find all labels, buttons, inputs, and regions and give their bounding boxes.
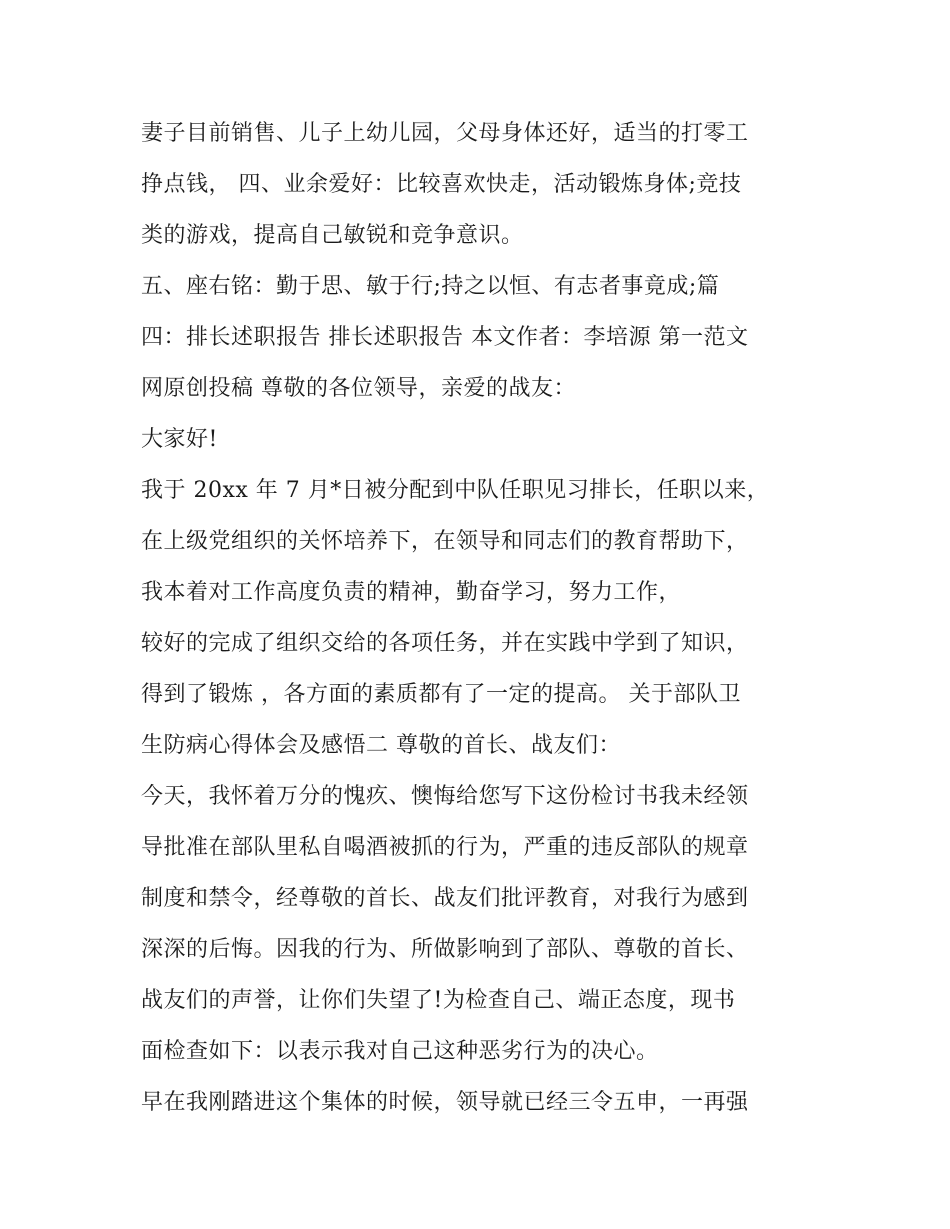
text-line-18: 战友们的声誉，让你们失望了!为检查自己、端正态度，现书 [141,988,736,1013]
text-line-20: 早在我刚踏进这个集体的时候，领导就已经三令五申，一再强 [141,1090,749,1115]
document-body [141,108,831,1128]
text-line-5: 四：排长述职报告 排长述职报告 本文作者：李培源 第一范文 [141,325,749,350]
text-line-16: 制度和禁令，经尊敬的首长、战友们批评教育，对我行为感到 [141,886,749,911]
text-line-14: 今天，我怀着万分的愧疚、懊悔给您写下这份检讨书我未经领 [141,784,749,809]
text-line-12: 得到了锻炼 ，各方面的素质都有了一定的提高。 关于部队卫 [141,682,741,707]
text-line-17: 深深的后悔。因我的行为、所做影响到了部队、尊敬的首长、 [141,937,749,962]
text-line-7: 大家好! [141,427,218,452]
text-line-3: 类的游戏，提高自己敏锐和竞争意识。 [141,223,524,248]
text-line-6: 网原创投稿 尊敬的各位领导，亲爱的战友： [141,376,576,401]
text-line-9: 在上级党组织的关怀培养下，在领导和同志们的教育帮助下， [141,529,749,554]
text-line-11: 较好的完成了组织交给的各项任务，并在实践中学到了知识， [141,631,749,656]
text-line-2: 挣点钱， 四、业余爱好：比较喜欢快走，活动锻炼身体;竞技 [141,172,742,197]
text-line-10: 我本着对工作高度负责的精神，勤奋学习，努力工作， [141,580,682,605]
text-line-15: 导批准在部队里私自喝酒被抓的行为，严重的违反部队的规章 [141,835,749,860]
text-line-1: 妻子目前销售、儿子上幼儿园，父母身体还好，适当的打零工 [141,121,749,146]
text-line-19: 面检查如下：以表示我对自己这种恶劣行为的决心。 [141,1039,659,1064]
text-line-4: 五、座右铭：勤于思、敏于行;持之以恒、有志者事竟成;篇 [141,274,720,299]
text-line-8: 我于 20xx 年 7 月*日被分配到中队任职见习排长，任职以来， [141,478,770,503]
text-line-13: 生防病心得体会及感悟二 尊敬的首长、战友们： [141,733,621,758]
